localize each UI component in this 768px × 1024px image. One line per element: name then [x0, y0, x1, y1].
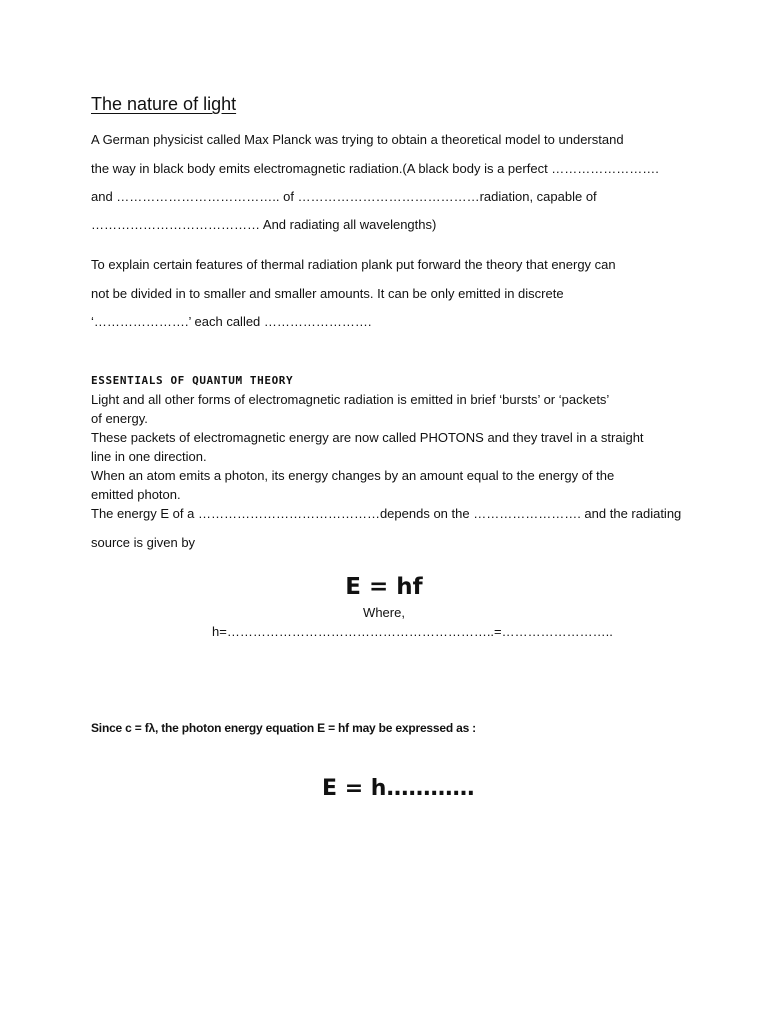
para3-line-7: The energy E of a ……………………………………depends on the ……………………. and the radiating [91, 506, 682, 521]
para1-line-2: the way in black body emits electromagnetic radiation.(A black body is a perfect ……………………. [91, 161, 659, 176]
para3-line-2: of energy. [91, 411, 148, 426]
since-line: Since c = fλ, the photon energy equation E = hf may be expressed as : [91, 721, 476, 735]
para3-line-5: When an atom emits a photon, its energy changes by an amount equal to the energy of the [91, 468, 615, 483]
where-label: Where, [363, 605, 405, 620]
para1-line-1: A German physicist called Max Planck was trying to obtain a theoretical model to understand [91, 132, 624, 147]
equation-e-hf: E = hf [345, 574, 423, 600]
section-heading: ESSENTIALS OF QUANTUM THEORY [91, 374, 294, 387]
para2-line-2: not be divided in to smaller and smaller amounts. It can be only emitted in discrete [91, 286, 564, 301]
para2-line-1: To explain certain features of thermal radiation plank put forward the theory that energy can [91, 257, 616, 272]
planck-constant-definition: h=……………………………………………………..=…………………….. [212, 624, 613, 639]
para3-line-4: line in one direction. [91, 449, 207, 464]
page-title: The nature of light [91, 94, 237, 114]
para3-line-8: source is given by [91, 535, 196, 550]
para3-line-6: emitted photon. [91, 487, 181, 502]
para1-line-4: ………………………………… And radiating all wavelengths) [91, 217, 437, 232]
equation-e-h-blank: E = h………… [322, 776, 475, 801]
para1-line-3: and ……………………………….. of ……………………………………radiation, capable of [91, 189, 597, 204]
para3-line-3: These packets of electromagnetic energy are now called PHOTONS and they travel in a straight [91, 430, 644, 445]
para2-line-3: ‘………………….’ each called ……………………. [91, 314, 372, 329]
para3-line-1: Light and all other forms of electromagnetic radiation is emitted in brief ‘bursts’ or ‘packets’ [91, 392, 610, 407]
